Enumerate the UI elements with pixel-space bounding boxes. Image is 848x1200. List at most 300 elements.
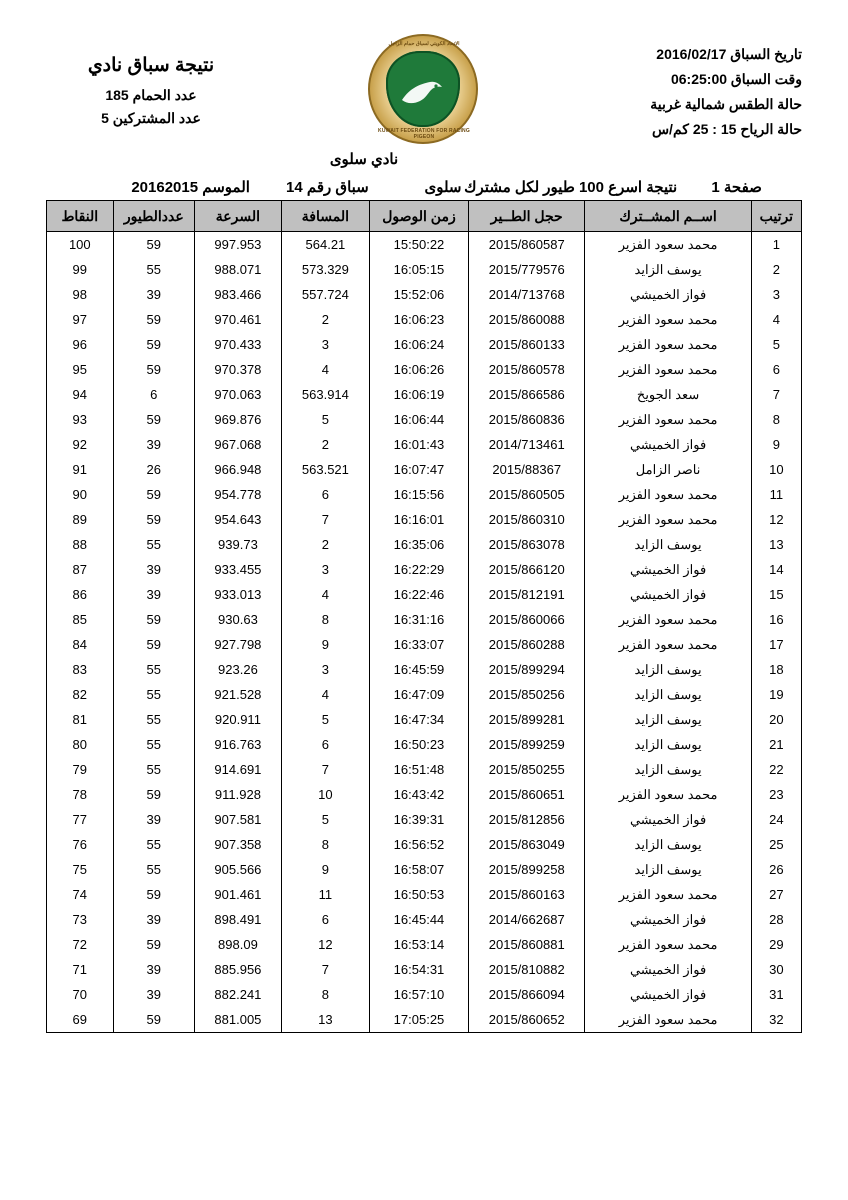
- race-time: وقت السباق 06:25:00: [670, 71, 802, 87]
- cell-rank: 28: [751, 907, 801, 932]
- table-row: [47, 382, 802, 407]
- cell-bird-count: 59: [113, 1007, 194, 1033]
- table-row: [47, 932, 802, 957]
- cell-participant: فواز الخميشي: [585, 907, 751, 932]
- cell-distance: 5: [281, 807, 369, 832]
- race-meta-bar: [46, 178, 802, 196]
- cell-participant: محمد سعود الفزير: [585, 782, 751, 807]
- cell-ring-number: 2015/860088: [469, 307, 585, 332]
- cell-points: 84: [47, 632, 114, 657]
- cell-speed: 901.461: [194, 882, 281, 907]
- cell-rank: 23: [751, 782, 801, 807]
- race-info-block: [592, 28, 802, 142]
- cell-rank: 25: [751, 832, 801, 857]
- cell-points: 79: [47, 757, 114, 782]
- cell-participant: محمد سعود الفزير: [585, 332, 751, 357]
- cell-ring-number: 2015/860651: [469, 782, 585, 807]
- cell-participant: يوسف الزايد: [585, 757, 751, 782]
- cell-distance: 13: [281, 1007, 369, 1033]
- cell-rank: 1: [751, 232, 801, 258]
- cell-speed: 907.581: [194, 807, 281, 832]
- cell-ring-number: 2015/899259: [469, 732, 585, 757]
- cell-participant: محمد سعود الفزير: [585, 1007, 751, 1033]
- cell-participant: محمد سعود الفزير: [585, 232, 751, 258]
- cell-speed: 967.068: [194, 432, 281, 457]
- cell-points: 88: [47, 532, 114, 557]
- cell-points: 86: [47, 582, 114, 607]
- cell-participant: محمد سعود الفزير: [585, 357, 751, 382]
- cell-participant: محمد سعود الفزير: [585, 507, 751, 532]
- table-row: [47, 332, 802, 357]
- cell-bird-count: 55: [113, 657, 194, 682]
- cell-arrival-time: 16:51:48: [369, 757, 468, 782]
- cell-ring-number: 2015/812191: [469, 582, 585, 607]
- table-row: [47, 882, 802, 907]
- cell-ring-number: 2015/779576: [469, 257, 585, 282]
- cell-rank: 27: [751, 882, 801, 907]
- cell-ring-number: 2015/860066: [469, 607, 585, 632]
- cell-speed: 927.798: [194, 632, 281, 657]
- table-row: [47, 607, 802, 632]
- cell-points: 82: [47, 682, 114, 707]
- results-table-body: [47, 232, 802, 1033]
- cell-distance: 12: [281, 932, 369, 957]
- cell-bird-count: 55: [113, 257, 194, 282]
- club-result-title: نتيجة سباق نادي: [87, 55, 215, 76]
- cell-distance: 7: [281, 757, 369, 782]
- cell-ring-number: 2015/810882: [469, 957, 585, 982]
- cell-ring-number: 2014/662687: [469, 907, 585, 932]
- cell-points: 96: [47, 332, 114, 357]
- cell-participant: فواز الخميشي: [585, 557, 751, 582]
- cell-ring-number: 2015/860288: [469, 632, 585, 657]
- cell-participant: فواز الخميشي: [585, 982, 751, 1007]
- col-participant: اســم المشــترك: [585, 201, 751, 232]
- cell-arrival-time: 16:06:26: [369, 357, 468, 382]
- cell-speed: 970.063: [194, 382, 281, 407]
- cell-distance: 564.21: [281, 232, 369, 258]
- cell-participant: يوسف الزايد: [585, 657, 751, 682]
- release-point: سلوى: [424, 179, 462, 196]
- cell-ring-number: 2015/899258: [469, 857, 585, 882]
- cell-speed: 954.778: [194, 482, 281, 507]
- participants-count: عدد المشتركين 5: [101, 110, 201, 126]
- cell-arrival-time: 16:06:23: [369, 307, 468, 332]
- cell-ring-number: 2015/899281: [469, 707, 585, 732]
- cell-distance: 6: [281, 907, 369, 932]
- table-row: [47, 782, 802, 807]
- cell-bird-count: 39: [113, 282, 194, 307]
- cell-arrival-time: 16:47:34: [369, 707, 468, 732]
- cell-rank: 19: [751, 682, 801, 707]
- page-label: صفحة 1: [711, 179, 762, 196]
- cell-bird-count: 39: [113, 557, 194, 582]
- cell-speed: 970.433: [194, 332, 281, 357]
- cell-ring-number: 2015/850256: [469, 682, 585, 707]
- table-row: [47, 557, 802, 582]
- cell-speed: 970.461: [194, 307, 281, 332]
- cell-bird-count: 59: [113, 882, 194, 907]
- cell-ring-number: 2015/860587: [469, 232, 585, 258]
- cell-participant: يوسف الزايد: [585, 707, 751, 732]
- cell-rank: 8: [751, 407, 801, 432]
- table-row: [47, 532, 802, 557]
- cell-bird-count: 59: [113, 232, 194, 258]
- cell-distance: 5: [281, 707, 369, 732]
- cell-rank: 9: [751, 432, 801, 457]
- cell-bird-count: 59: [113, 482, 194, 507]
- table-row: [47, 407, 802, 432]
- cell-speed: 885.956: [194, 957, 281, 982]
- cell-participant: محمد سعود الفزير: [585, 407, 751, 432]
- cell-points: 78: [47, 782, 114, 807]
- cell-arrival-time: 16:16:01: [369, 507, 468, 532]
- cell-participant: محمد سعود الفزير: [585, 482, 751, 507]
- table-row: [47, 257, 802, 282]
- cell-arrival-time: 16:45:59: [369, 657, 468, 682]
- table-row: [47, 432, 802, 457]
- cell-bird-count: 59: [113, 507, 194, 532]
- cell-distance: 11: [281, 882, 369, 907]
- cell-speed: 914.691: [194, 757, 281, 782]
- cell-points: 83: [47, 657, 114, 682]
- cell-arrival-time: 16:57:10: [369, 982, 468, 1007]
- cell-speed: 969.876: [194, 407, 281, 432]
- wind-status: حالة الرياح 15 : 25 كم/س: [651, 121, 802, 137]
- cell-points: 74: [47, 882, 114, 907]
- table-row: [47, 832, 802, 857]
- cell-distance: 8: [281, 982, 369, 1007]
- cell-participant: محمد سعود الفزير: [585, 882, 751, 907]
- cell-ring-number: 2014/713461: [469, 432, 585, 457]
- cell-ring-number: 2014/713768: [469, 282, 585, 307]
- cell-distance: 10: [281, 782, 369, 807]
- cell-speed: 920.911: [194, 707, 281, 732]
- cell-arrival-time: 16:06:44: [369, 407, 468, 432]
- cell-bird-count: 55: [113, 757, 194, 782]
- cell-rank: 12: [751, 507, 801, 532]
- table-row: [47, 357, 802, 382]
- cell-points: 81: [47, 707, 114, 732]
- table-row: [47, 507, 802, 532]
- cell-participant: يوسف الزايد: [585, 732, 751, 757]
- cell-distance: 5: [281, 407, 369, 432]
- logo-arabic-text: الاتحاد الكويتي لسباق حمام الزاجل: [388, 41, 460, 47]
- cell-speed: 911.928: [194, 782, 281, 807]
- cell-points: 75: [47, 857, 114, 882]
- cell-arrival-time: 16:33:07: [369, 632, 468, 657]
- cell-ring-number: 2015/860505: [469, 482, 585, 507]
- cell-bird-count: 59: [113, 632, 194, 657]
- cell-distance: 8: [281, 607, 369, 632]
- cell-rank: 24: [751, 807, 801, 832]
- cell-points: 70: [47, 982, 114, 1007]
- table-row: [47, 732, 802, 757]
- cell-arrival-time: 16:22:29: [369, 557, 468, 582]
- col-points: النقاط: [47, 201, 114, 232]
- cell-points: 71: [47, 957, 114, 982]
- cell-participant: يوسف الزايد: [585, 857, 751, 882]
- cell-arrival-time: 15:50:22: [369, 232, 468, 258]
- cell-distance: 6: [281, 732, 369, 757]
- cell-speed: 916.763: [194, 732, 281, 757]
- cell-bird-count: 59: [113, 307, 194, 332]
- col-ring-number: حجل الطــير: [469, 201, 585, 232]
- cell-participant: محمد سعود الفزير: [585, 307, 751, 332]
- cell-distance: 563.914: [281, 382, 369, 407]
- cell-bird-count: 59: [113, 357, 194, 382]
- cell-rank: 13: [751, 532, 801, 557]
- cell-speed: 882.241: [194, 982, 281, 1007]
- weather-status: حالة الطقس شمالية غربية: [650, 96, 802, 112]
- cell-rank: 3: [751, 282, 801, 307]
- cell-rank: 15: [751, 582, 801, 607]
- table-row: [47, 682, 802, 707]
- table-row: [47, 282, 802, 307]
- cell-bird-count: 59: [113, 607, 194, 632]
- cell-participant: فواز الخميشي: [585, 957, 751, 982]
- table-row: [47, 957, 802, 982]
- cell-participant: يوسف الزايد: [585, 532, 751, 557]
- cell-speed: 933.455: [194, 557, 281, 582]
- cell-arrival-time: 16:45:44: [369, 907, 468, 932]
- cell-rank: 11: [751, 482, 801, 507]
- cell-bird-count: 55: [113, 857, 194, 882]
- cell-arrival-time: 16:43:42: [369, 782, 468, 807]
- cell-distance: 4: [281, 582, 369, 607]
- cell-distance: 2: [281, 532, 369, 557]
- table-row: [47, 457, 802, 482]
- cell-arrival-time: 16:50:23: [369, 732, 468, 757]
- cell-points: 100: [47, 232, 114, 258]
- cell-bird-count: 39: [113, 957, 194, 982]
- cell-points: 73: [47, 907, 114, 932]
- cell-participant: يوسف الزايد: [585, 832, 751, 857]
- race-number-label: سباق رقم 14: [286, 179, 369, 196]
- cell-speed: 970.378: [194, 357, 281, 382]
- cell-rank: 4: [751, 307, 801, 332]
- cell-distance: 7: [281, 957, 369, 982]
- cell-ring-number: 2015/860836: [469, 407, 585, 432]
- cell-bird-count: 6: [113, 382, 194, 407]
- cell-arrival-time: 16:31:16: [369, 607, 468, 632]
- cell-participant: محمد سعود الفزير: [585, 932, 751, 957]
- table-row: [47, 807, 802, 832]
- cell-bird-count: 39: [113, 807, 194, 832]
- cell-rank: 18: [751, 657, 801, 682]
- cell-bird-count: 55: [113, 832, 194, 857]
- cell-points: 90: [47, 482, 114, 507]
- cell-arrival-time: 17:05:25: [369, 1007, 468, 1033]
- cell-arrival-time: 16:47:09: [369, 682, 468, 707]
- cell-points: 91: [47, 457, 114, 482]
- cell-bird-count: 59: [113, 407, 194, 432]
- cell-ring-number: 2015/863049: [469, 832, 585, 857]
- cell-points: 99: [47, 257, 114, 282]
- cell-distance: 2: [281, 432, 369, 457]
- cell-points: 69: [47, 1007, 114, 1033]
- cell-participant: محمد سعود الفزير: [585, 632, 751, 657]
- cell-participant: يوسف الزايد: [585, 257, 751, 282]
- cell-distance: 3: [281, 557, 369, 582]
- cell-ring-number: 2015/899294: [469, 657, 585, 682]
- cell-distance: 4: [281, 357, 369, 382]
- cell-rank: 32: [751, 1007, 801, 1033]
- cell-points: 95: [47, 357, 114, 382]
- col-speed: السرعة: [194, 201, 281, 232]
- cell-bird-count: 39: [113, 982, 194, 1007]
- cell-speed: 923.26: [194, 657, 281, 682]
- club-name: نادي سلوى: [329, 151, 399, 168]
- cell-points: 87: [47, 557, 114, 582]
- cell-points: 76: [47, 832, 114, 857]
- fastest-result-label: نتيجة اسرع 100 طيور لكل مشترك: [464, 179, 678, 196]
- cell-bird-count: 39: [113, 432, 194, 457]
- table-row: [47, 907, 802, 932]
- table-row: [47, 707, 802, 732]
- cell-points: 93: [47, 407, 114, 432]
- cell-speed: 939.73: [194, 532, 281, 557]
- cell-ring-number: 2015/860578: [469, 357, 585, 382]
- cell-distance: 6: [281, 482, 369, 507]
- cell-bird-count: 55: [113, 732, 194, 757]
- cell-speed: 933.013: [194, 582, 281, 607]
- cell-rank: 17: [751, 632, 801, 657]
- cell-points: 80: [47, 732, 114, 757]
- cell-rank: 2: [751, 257, 801, 282]
- cell-distance: 8: [281, 832, 369, 857]
- cell-rank: 31: [751, 982, 801, 1007]
- cell-speed: 881.005: [194, 1007, 281, 1033]
- cell-speed: 907.358: [194, 832, 281, 857]
- cell-arrival-time: 16:22:46: [369, 582, 468, 607]
- cell-rank: 22: [751, 757, 801, 782]
- cell-distance: 3: [281, 332, 369, 357]
- cell-rank: 6: [751, 357, 801, 382]
- cell-rank: 20: [751, 707, 801, 732]
- cell-arrival-time: 16:07:47: [369, 457, 468, 482]
- cell-arrival-time: 16:39:31: [369, 807, 468, 832]
- cell-participant: فواز الخميشي: [585, 582, 751, 607]
- cell-ring-number: 2015/860652: [469, 1007, 585, 1033]
- table-row: [47, 1007, 802, 1033]
- cell-speed: 905.566: [194, 857, 281, 882]
- cell-rank: 29: [751, 932, 801, 957]
- cell-arrival-time: 16:58:07: [369, 857, 468, 882]
- table-row: [47, 657, 802, 682]
- cell-ring-number: 2015/866586: [469, 382, 585, 407]
- cell-participant: فواز الخميشي: [585, 282, 751, 307]
- cell-speed: 983.466: [194, 282, 281, 307]
- cell-speed: 988.071: [194, 257, 281, 282]
- cell-ring-number: 2015/860881: [469, 932, 585, 957]
- cell-ring-number: 2015/860133: [469, 332, 585, 357]
- cell-speed: 898.09: [194, 932, 281, 957]
- cell-ring-number: 2015/88367: [469, 457, 585, 482]
- cell-speed: 966.948: [194, 457, 281, 482]
- cell-participant: يوسف الزايد: [585, 682, 751, 707]
- cell-speed: 930.63: [194, 607, 281, 632]
- cell-rank: 10: [751, 457, 801, 482]
- cell-arrival-time: 16:05:15: [369, 257, 468, 282]
- table-row: [47, 232, 802, 258]
- cell-rank: 7: [751, 382, 801, 407]
- cell-distance: 573.329: [281, 257, 369, 282]
- pigeon-count: عدد الحمام 185: [105, 87, 197, 103]
- cell-speed: 954.643: [194, 507, 281, 532]
- cell-rank: 14: [751, 557, 801, 582]
- cell-participant: فواز الخميشي: [585, 432, 751, 457]
- cell-rank: 5: [751, 332, 801, 357]
- cell-arrival-time: 16:56:52: [369, 832, 468, 857]
- table-row: [47, 632, 802, 657]
- cell-arrival-time: 16:06:24: [369, 332, 468, 357]
- col-arrival-time: زمن الوصول: [369, 201, 468, 232]
- cell-rank: 30: [751, 957, 801, 982]
- cell-points: 72: [47, 932, 114, 957]
- cell-points: 92: [47, 432, 114, 457]
- cell-participant: محمد سعود الفزير: [585, 607, 751, 632]
- cell-arrival-time: 16:35:06: [369, 532, 468, 557]
- cell-arrival-time: 16:50:53: [369, 882, 468, 907]
- cell-distance: 9: [281, 857, 369, 882]
- table-row: [47, 857, 802, 882]
- col-bird-count: عددالطيور: [113, 201, 194, 232]
- cell-arrival-time: 16:53:14: [369, 932, 468, 957]
- table-row: [47, 307, 802, 332]
- cell-ring-number: 2015/860163: [469, 882, 585, 907]
- cell-arrival-time: 16:15:56: [369, 482, 468, 507]
- cell-bird-count: 39: [113, 907, 194, 932]
- cell-distance: 563.521: [281, 457, 369, 482]
- cell-distance: 2: [281, 307, 369, 332]
- race-date: تاريخ السباق 2016/02/17: [656, 46, 802, 62]
- cell-speed: 921.528: [194, 682, 281, 707]
- cell-arrival-time: 16:01:43: [369, 432, 468, 457]
- cell-bird-count: 55: [113, 532, 194, 557]
- table-row: [47, 757, 802, 782]
- table-row: [47, 582, 802, 607]
- cell-rank: 16: [751, 607, 801, 632]
- cell-speed: 898.491: [194, 907, 281, 932]
- cell-points: 98: [47, 282, 114, 307]
- page-header: [46, 28, 802, 148]
- cell-arrival-time: 15:52:06: [369, 282, 468, 307]
- cell-bird-count: 55: [113, 682, 194, 707]
- cell-arrival-time: 16:06:19: [369, 382, 468, 407]
- logo-english-text: KUWAIT FEDERATION FOR RACING PIGEON: [378, 128, 470, 140]
- cell-distance: 557.724: [281, 282, 369, 307]
- cell-bird-count: 55: [113, 707, 194, 732]
- cell-arrival-time: 16:54:31: [369, 957, 468, 982]
- cell-points: 77: [47, 807, 114, 832]
- cell-distance: 7: [281, 507, 369, 532]
- cell-ring-number: 2015/863078: [469, 532, 585, 557]
- col-distance: المسافة: [281, 201, 369, 232]
- cell-bird-count: 59: [113, 932, 194, 957]
- cell-ring-number: 2015/866094: [469, 982, 585, 1007]
- cell-points: 94: [47, 382, 114, 407]
- cell-distance: 4: [281, 682, 369, 707]
- pigeon-icon: [398, 74, 446, 108]
- cell-bird-count: 26: [113, 457, 194, 482]
- cell-points: 85: [47, 607, 114, 632]
- federation-logo: [368, 34, 480, 146]
- cell-bird-count: 59: [113, 332, 194, 357]
- club-result-block: [46, 28, 256, 133]
- cell-ring-number: 2015/866120: [469, 557, 585, 582]
- cell-ring-number: 2015/850255: [469, 757, 585, 782]
